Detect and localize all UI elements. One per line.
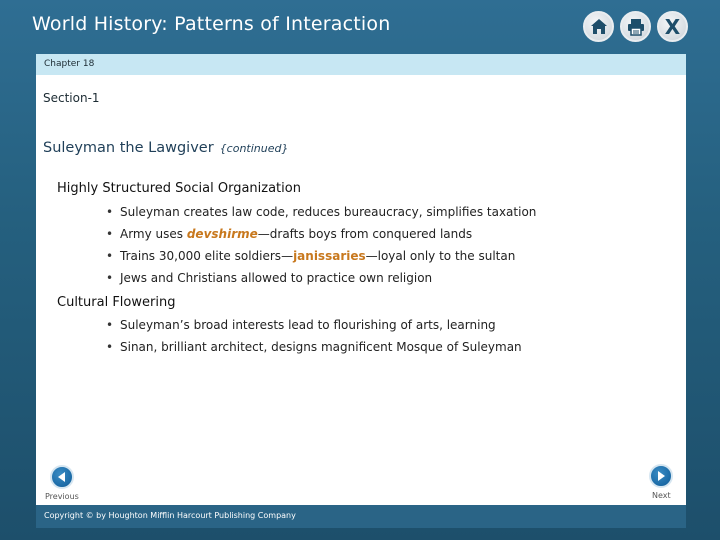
bullet-text: Suleyman’s broad interests lead to flourishing of arts, learning [120,318,496,332]
chapter-label: Chapter 18 [44,59,95,69]
next-button[interactable] [649,464,673,488]
close-button[interactable] [657,11,688,42]
home-button[interactable] [583,11,614,42]
previous-label[interactable]: Previous [45,492,79,501]
arrow-right-icon [655,470,667,482]
list-item [106,223,536,245]
arrow-left-icon [56,471,68,483]
chapter-bar [36,54,686,75]
bullet-text: Trains 30,000 elite soldiers— [120,249,294,263]
next-label[interactable]: Next [652,491,671,500]
content-panel [36,54,686,528]
bullet-text: —loyal only to the sultan [365,249,516,263]
home-icon [589,17,609,37]
bullet-text: Jews and Christians allowed to practice own religion [120,271,433,285]
bullet-text: Army uses [120,227,187,241]
heading-cultural-flowering: Cultural Flowering [57,295,176,310]
app-title: World History: Patterns of Interaction [32,13,391,35]
bullet-list-cultural [106,314,522,358]
list-item [106,336,522,358]
list-item [106,267,536,289]
term-devshirme: devshirme [186,227,258,241]
term-janissaries: janissaries [293,249,366,263]
bullet-text: —drafts boys from conquered lands [257,227,473,241]
previous-button[interactable] [50,465,74,489]
list-item [106,201,536,223]
slide-title-note: {continued} [219,142,289,155]
bullet-list-social [106,201,536,289]
section-label: Section-1 [43,91,100,105]
slide-title [43,140,288,156]
list-item [106,245,536,267]
header-toolbar [583,11,688,42]
bullet-text: Sinan, brilliant architect, designs magnificent Mosque of Suleyman [120,340,522,354]
footer-bar [36,505,686,528]
bullet-text: Suleyman creates law code, reduces bureaucracy, simplifies taxation [120,205,537,219]
slide-title-text: Suleyman the Lawgiver [43,140,214,156]
copyright-text: Copyright © by Houghton Mifflin Harcourt Publishing Company [44,511,296,520]
print-icon [626,17,646,37]
heading-social-organization: Highly Structured Social Organization [57,181,301,196]
list-item [106,314,522,336]
print-button[interactable] [620,11,651,42]
close-icon: X [664,14,681,39]
